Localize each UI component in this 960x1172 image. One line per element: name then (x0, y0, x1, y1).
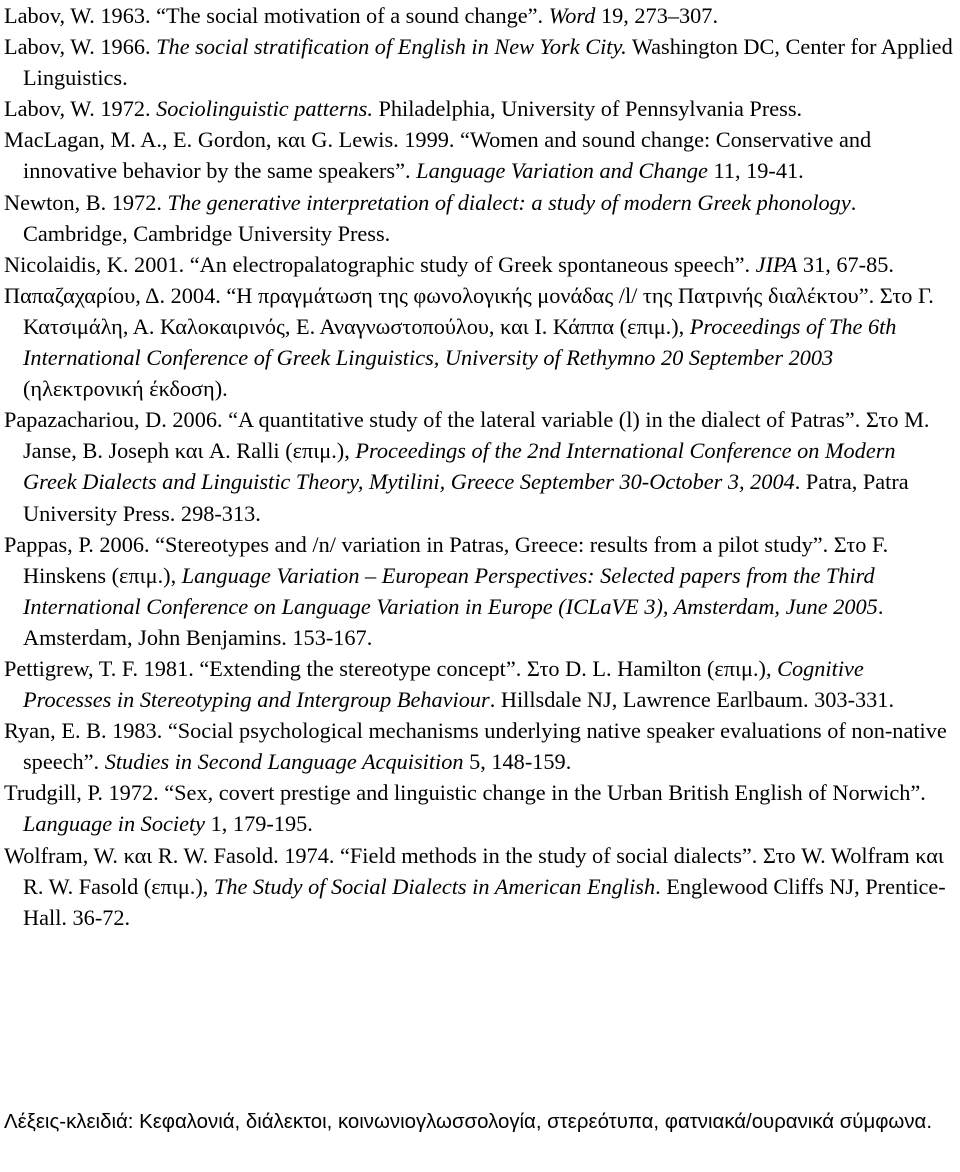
reference-text: Philadelphia, University of Pennsylvania Press. (372, 96, 803, 122)
reference-text: Pappas, P. 2006. “Stereotypes and /n/ variation in Patras, Greece: results from a pilot study”. Στο F. Hinskens (επιμ.), (4, 531, 889, 588)
reference-entry (4, 93, 954, 124)
reference-text: MacLagan, M. A., E. Gordon, και G. Lewis. 1999. “Women and sound change: Conservative and innovative behavior by the same speakers”. (4, 127, 872, 184)
reference-text: Pettigrew, T. F. 1981. “Extending the stereotype concept”. Στο D. L. Hamilton (επιμ.), (4, 655, 778, 681)
reference-text: . Hillsdale NJ, Lawrence Earlbaum. 303-331. (489, 687, 895, 713)
reference-text: . Patra, Patra University Press. 298-313. (23, 469, 909, 526)
reference-text: . Cambridge, Cambridge University Press. (23, 189, 857, 246)
reference-text: Labov, W. 1972. (4, 96, 157, 122)
reference-entry (4, 840, 954, 933)
reference-title-italic: The generative interpretation of dialect: a study of modern Greek phonology (167, 189, 851, 215)
reference-entry (4, 653, 954, 715)
reference-text: 31, 67-85. (797, 251, 894, 277)
reference-title-italic: Language Variation – European Perspectives: Selected papers from the Third International Conference on Language Variation in Europe (ICLaVE 3), Amsterdam, June 2005 (23, 562, 878, 619)
keywords-line: Λέξεις-κλειδιά: Κεφαλονιά, διάλεκτοι, κοινωνιογλωσσολογία, στερεότυπα, φατνιακά/ουρανικά σύμφωνα. (4, 1111, 933, 1133)
reference-text: Papazachariou, D. 2006. “A quantitative study of the lateral variable (l) in the dialect of Patras”. Στο M. Janse, B. Joseph και A. Ralli (επιμ.), (4, 407, 930, 464)
reference-entry (4, 715, 954, 777)
reference-entry (4, 529, 954, 653)
reference-title-italic: The social stratification of English in New York City. (156, 34, 627, 60)
reference-title-italic: Proceedings of the 2nd International Conference on Modern Greek Dialects and Linguistic Theory, Mytilini, Greece September 30-October 3, 2004 (23, 438, 896, 495)
reference-text: Newton, B. 1972. (4, 189, 168, 215)
reference-title-italic: Language in Society (23, 811, 206, 837)
reference-text: 11, 19-41. (707, 158, 804, 184)
reference-text: Ryan, E. B. 1983. “Social psychological mechanisms underlying native speaker evaluations of non-native speech”. (4, 718, 947, 775)
reference-title-italic: Sociolinguistic patterns. (156, 96, 373, 122)
reference-text: . Amsterdam, John Benjamins. 153-167. (23, 593, 884, 650)
reference-text: Wolfram, W. και R. W. Fasold. 1974. “Field methods in the study of social dialects”. Στο W. Wolfram και R. W. Fasold (επιμ.), (4, 842, 944, 899)
reference-title-italic: JIPA (755, 251, 798, 277)
reference-text: Labov, W. 1966. (4, 34, 157, 60)
reference-entry (4, 0, 954, 31)
reference-text: Labov, W. 1963. “The social motivation of a sound change”. (4, 3, 549, 28)
reference-page (4, 0, 954, 933)
reference-entry (4, 249, 954, 280)
reference-text: Παπαζαχαρίου, Δ. 2004. “Η πραγμάτωση της φωνολογικής μονάδας /l/ της Πατρινής διαλέκτου”. Στο Γ. Κατσιμάλη, Α. Καλοκαιρινός, Ε. Αναγνωστοπούλου, και Ι. Κάππα (επιμ.), (4, 282, 934, 339)
reference-entry (4, 31, 954, 93)
reference-title-italic: Word (548, 3, 596, 28)
reference-entry (4, 404, 954, 528)
reference-text: Trudgill, P. 1972. “Sex, covert prestige and linguistic change in the Urban British English of Norwich”. (4, 780, 926, 806)
reference-text: (ηλεκτρονική έκδοση). (23, 376, 228, 402)
reference-text: Nicolaidis, K. 2001. “An electropalatographic study of Greek spontaneous speech”. (4, 251, 756, 277)
reference-title-italic: Language Variation and Change (416, 158, 708, 184)
reference-list (4, 0, 954, 933)
reference-entry (4, 777, 954, 839)
reference-text: 5, 148-159. (463, 749, 572, 775)
reference-entry (4, 280, 954, 404)
reference-title-italic: Studies in Second Language Acquisition (104, 749, 464, 775)
reference-entry (4, 124, 954, 186)
reference-title-italic: Cognitive Processes in Stereotyping and Intergroup Behaviour (23, 655, 864, 713)
reference-text: 19, 273–307. (595, 3, 719, 28)
reference-title-italic: Proceedings of The 6th International Conference of Greek Linguistics, University of Rethymno 20 September 2003 (23, 313, 897, 371)
reference-title-italic: The Study of Social Dialects in American English (213, 873, 656, 899)
reference-entry (4, 187, 954, 249)
reference-text: . Englewood Cliffs NJ, Prentice-Hall. 36-72. (23, 873, 946, 930)
reference-text: Washington DC, Center for Applied Linguistics. (23, 34, 953, 91)
reference-text: 1, 179-195. (205, 811, 313, 837)
